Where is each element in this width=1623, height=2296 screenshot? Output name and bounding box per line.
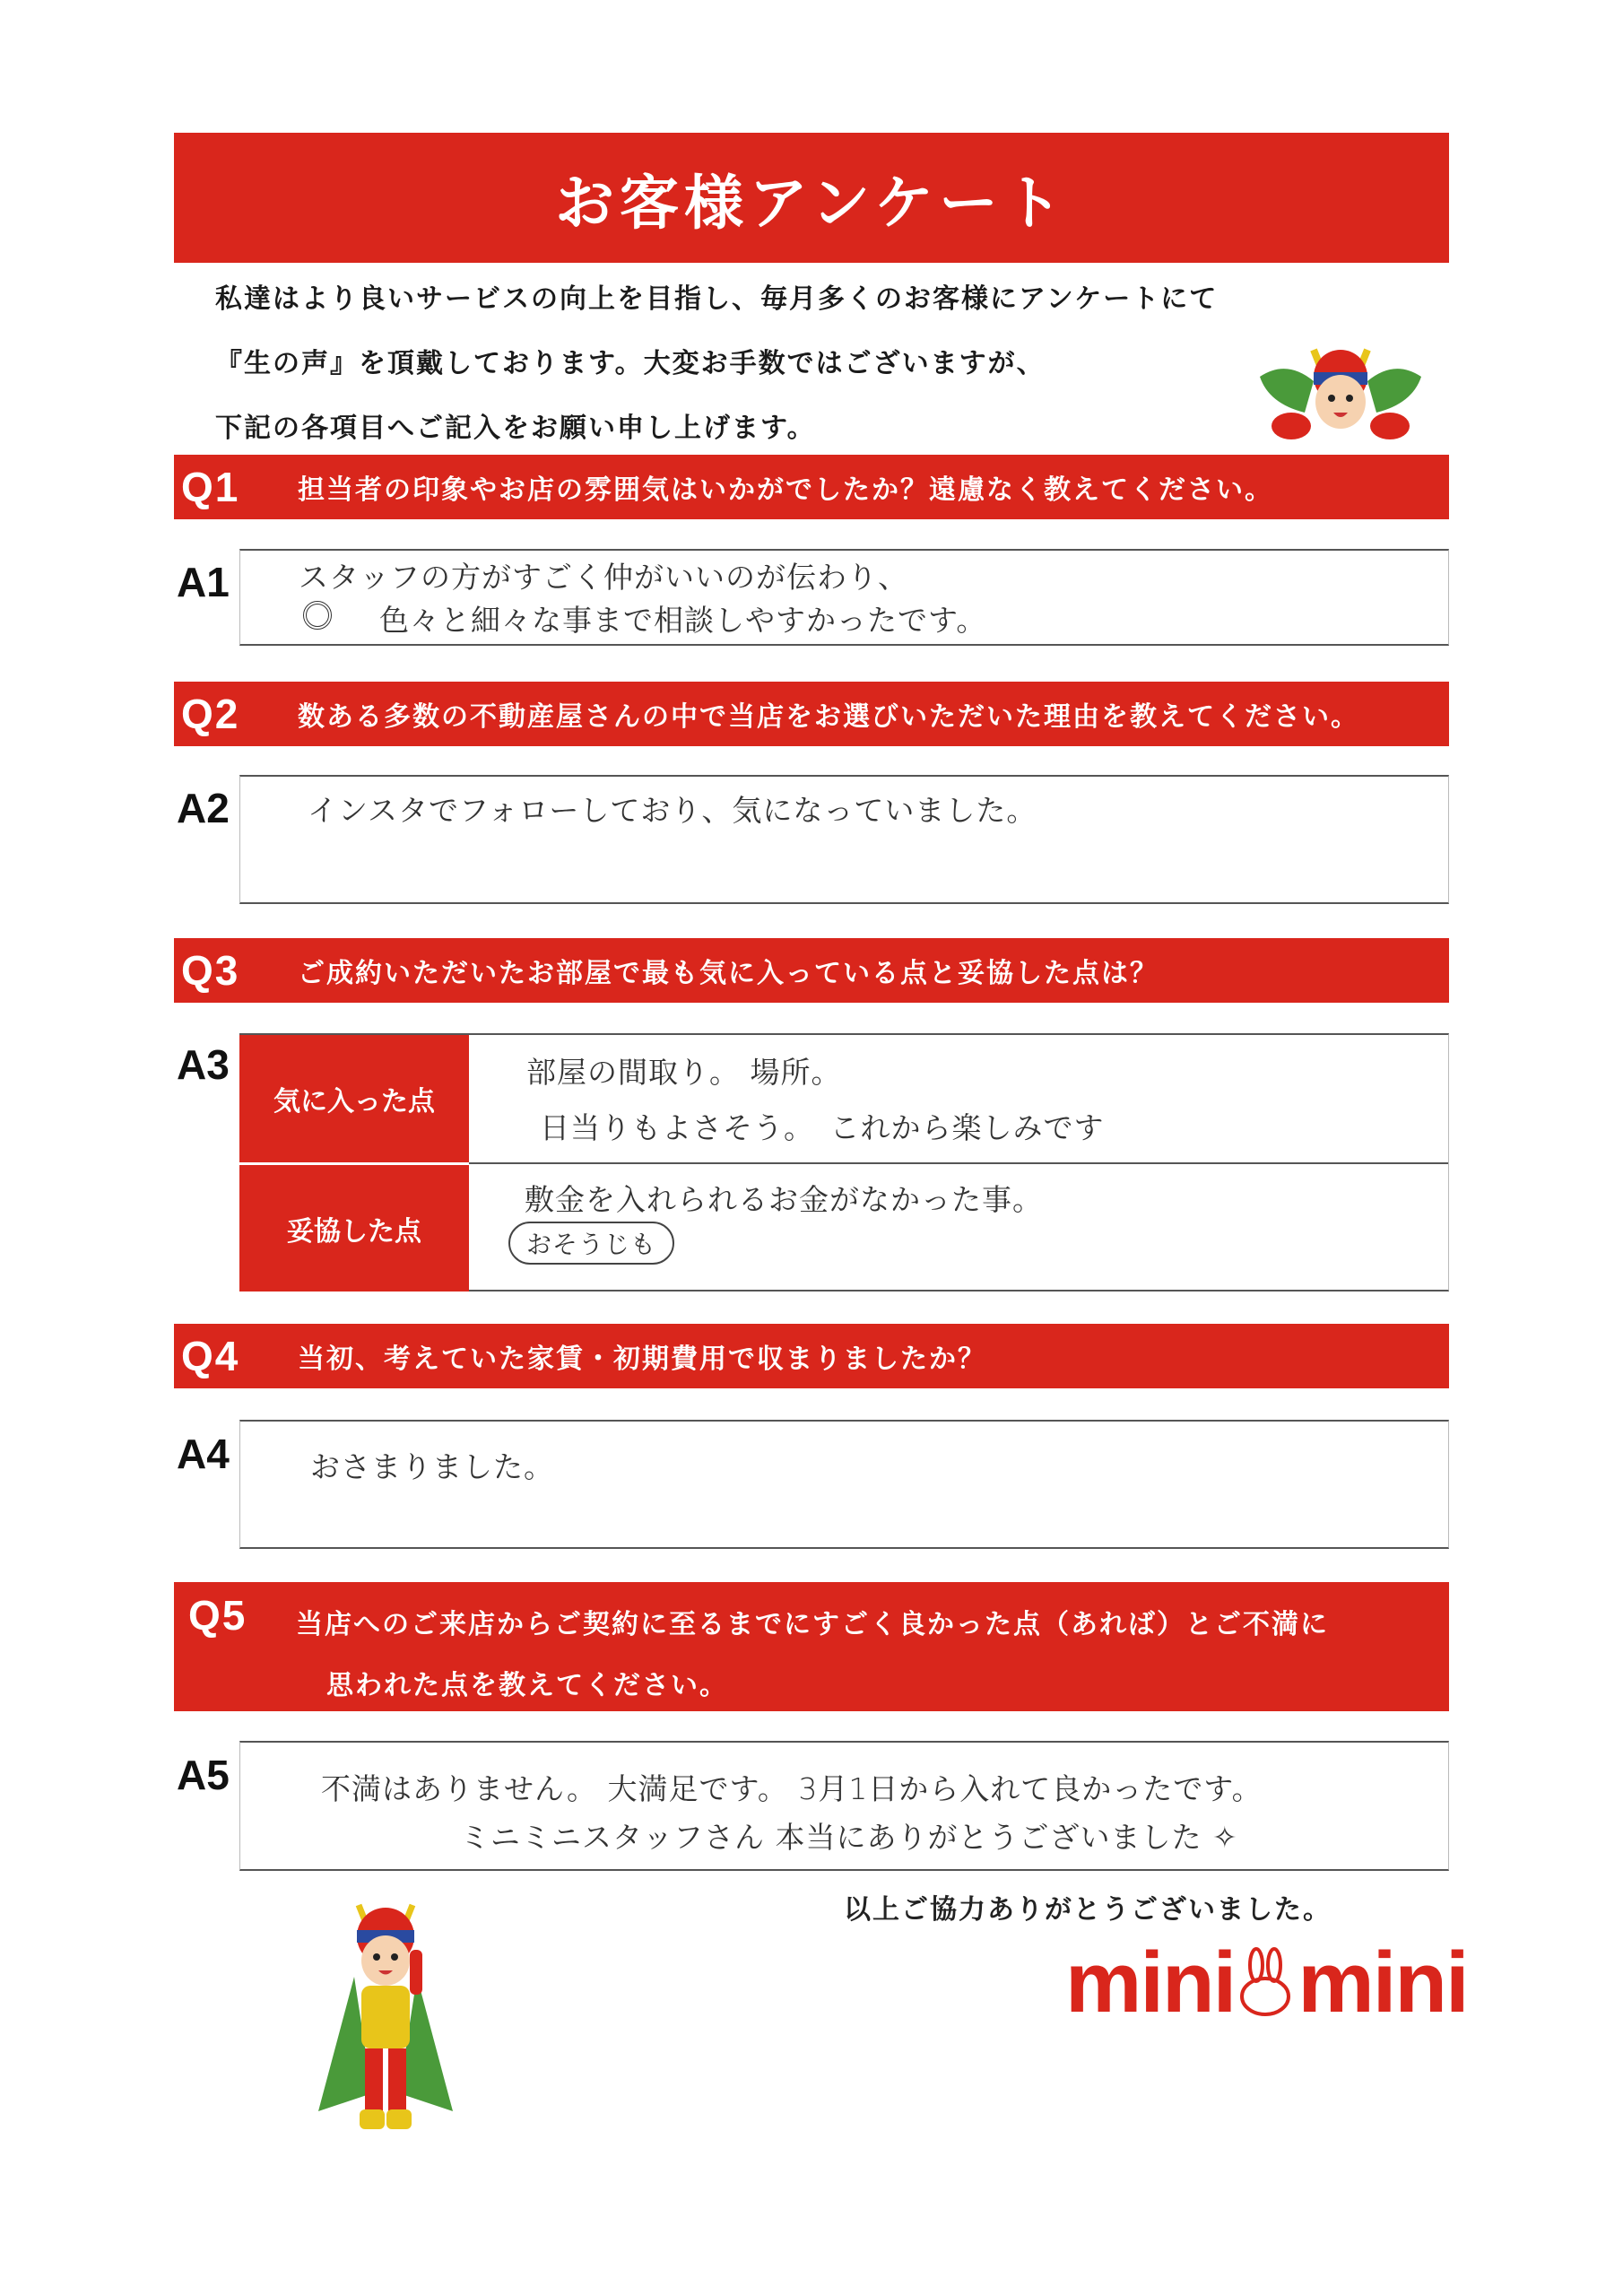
answer-4-box	[239, 1420, 1449, 1549]
liked-points-label: 気に入った点	[239, 1035, 469, 1165]
compromise-line-1: 敷金を入れられるお金がなかった事。	[525, 1182, 1043, 1217]
liked-line-1: 部屋の間取り。 場所。	[526, 1055, 842, 1090]
answer-1-label: A1	[177, 559, 230, 605]
answer-3-table	[239, 1033, 1449, 1292]
question-text: 数ある多数の不動産屋さんの中で当店をお選びいただいた理由を教えてください。	[298, 701, 1359, 733]
intro-line-2: 『生の声』を頂戴しております。大変お手数ではございますが、	[215, 348, 1046, 379]
question-number: Q2	[181, 691, 240, 737]
question-number: Q4	[181, 1333, 240, 1379]
logo-right-text: mini	[1298, 1935, 1468, 2031]
question-5-bar	[174, 1582, 1449, 1711]
intro-line-3: 下記の各項目へご記入をお願い申し上げます。	[215, 413, 816, 444]
answer-4-line-1: おさまりました。	[310, 1449, 554, 1484]
question-text-line-2: 思われた点を教えてください。	[326, 1670, 728, 1701]
question-2-bar	[174, 682, 1449, 746]
compromise-line-2: おそうじも	[508, 1222, 674, 1265]
question-number: Q3	[181, 947, 240, 994]
answer-3-label: A3	[177, 1041, 230, 1088]
question-text: 当初、考えていた家賃・初期費用で収まりましたか？	[298, 1344, 986, 1375]
question-3-bar	[174, 938, 1449, 1003]
mascot-hero-icon	[309, 1896, 462, 2143]
liked-line-2: 日当りもよさそう。 これから楽しみです	[540, 1110, 1105, 1145]
question-text: ご成約いただいたお部屋で最も気に入っている点と妥協した点は？	[298, 958, 1159, 989]
row-divider	[469, 1162, 1448, 1164]
rabbit-logo-icon	[1235, 1947, 1298, 2019]
question-text: 担当者の印象やお店の雰囲気はいかがでしたか？遠慮なく教えてください。	[298, 474, 1273, 506]
answer-4-label: A4	[177, 1431, 230, 1477]
survey-title-banner	[174, 133, 1449, 263]
answer-5-box	[239, 1741, 1449, 1871]
scribble-mark-icon	[303, 601, 332, 630]
logo-left-text: mini	[1065, 1935, 1236, 2031]
answer-2-label: A2	[177, 785, 230, 831]
thanks-message: 以上ご協力ありがとうございました。	[844, 1894, 1332, 1926]
intro-line-1: 私達はより良いサービスの向上を目指し、毎月多くのお客様にアンケートにて	[215, 283, 1219, 315]
answer-1-line-1: スタッフの方がすごく仲がいいのが伝わり、	[299, 560, 908, 595]
answer-1-line-2: 色々と細々な事まで相談しやすかったです。	[379, 603, 987, 638]
question-4-bar	[174, 1324, 1449, 1388]
survey-title: お客様アンケート	[554, 169, 1069, 238]
question-number: Q5	[188, 1592, 247, 1639]
question-number: Q1	[181, 464, 240, 510]
question-1-bar	[174, 455, 1449, 519]
compromise-points-label: 妥協した点	[239, 1165, 469, 1292]
answer-1-box	[239, 549, 1449, 646]
minimini-logo	[1065, 1934, 1468, 2032]
mascot-head-icon	[1251, 341, 1430, 441]
answer-2-line-1: インスタでフォローしており、気になっていました。	[308, 793, 1037, 828]
question-text-line-1: 当店へのご来店からご契約に至るまでにすごく良かった点（あれば）とご不満に	[296, 1609, 1329, 1640]
answer-5-line-1: 不満はありません。 大満足です。 3月1日から入れて良かったです。	[321, 1771, 1263, 1806]
answer-2-box	[239, 775, 1449, 904]
answer-5-line-2: ミニミニスタッフさん 本当にありがとうございました ✧	[460, 1820, 1238, 1855]
answer-5-label: A5	[177, 1752, 230, 1798]
